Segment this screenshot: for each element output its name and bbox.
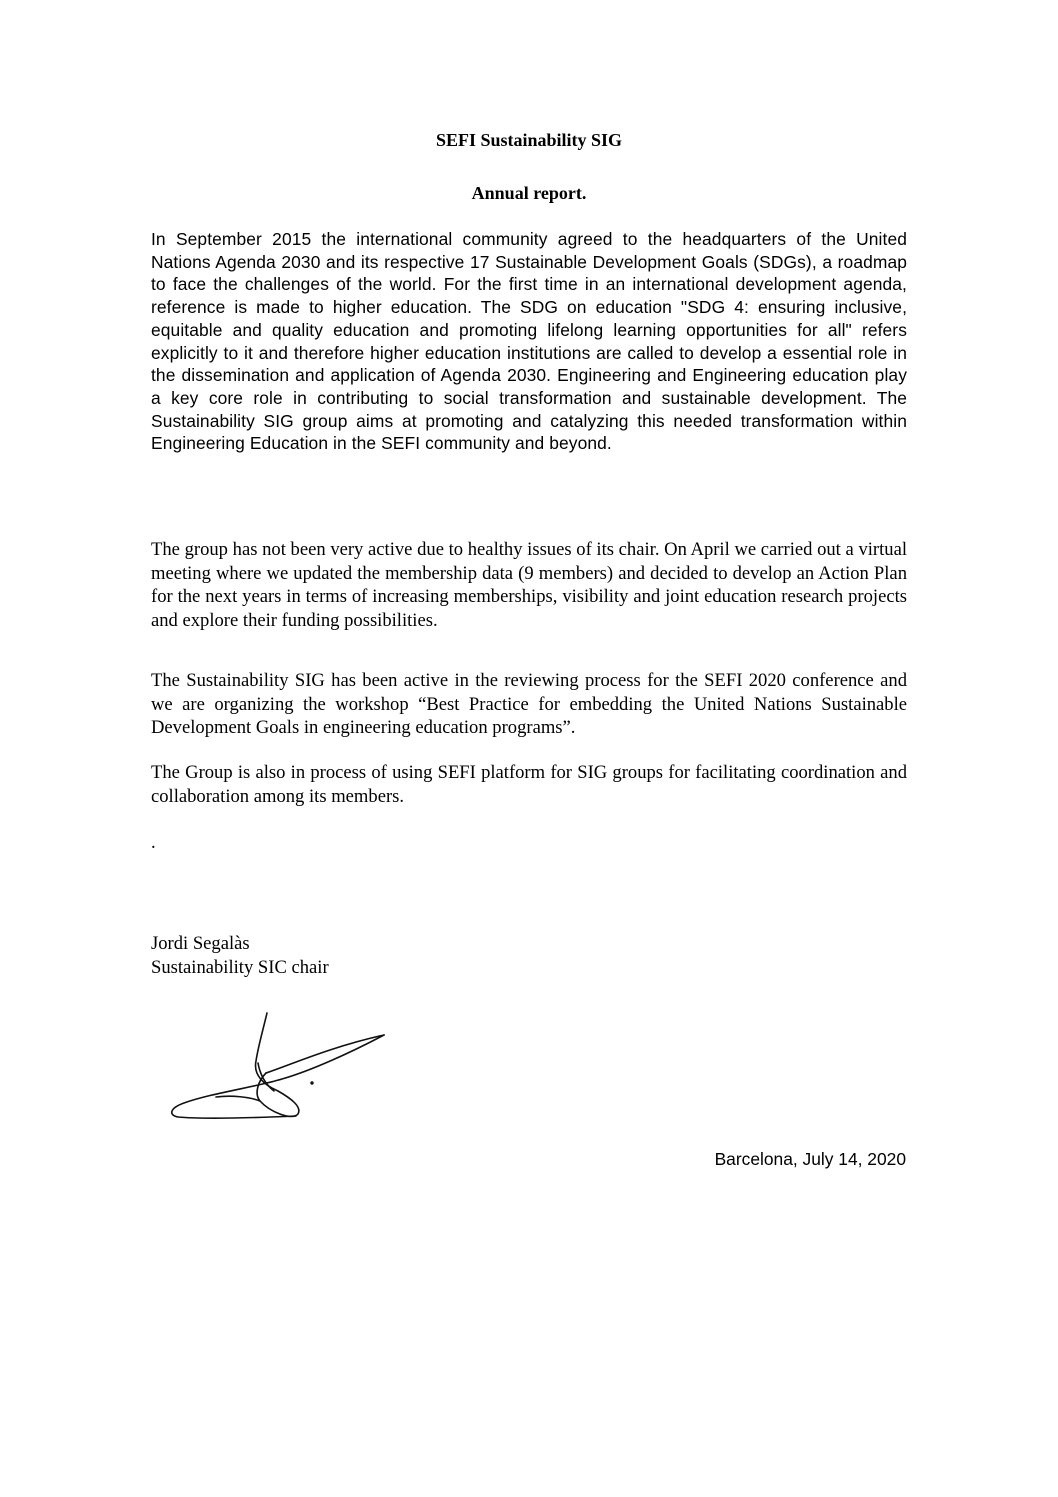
paragraph-conference: The Sustainability SIG has been active in the reviewing process for the SEFI 2020 conference and we are organizing the workshop “Best Practice for embedding the United Nations Sustainable Development Goals in engineering education programs”.: [151, 670, 907, 739]
stray-mark: .: [151, 832, 156, 853]
handwritten-signature: [160, 1005, 400, 1135]
document-title: SEFI Sustainability SIG: [435, 130, 623, 150]
signer-name: Jordi Segalàs: [151, 933, 250, 954]
place-date: Barcelona, July 14, 2020: [714, 1149, 906, 1169]
paragraph-activity: The group has not been very active due to healthy issues of its chair. On April we carried out a virtual meeting where we updated the membership data (9 members) and decided to develop an Action Plan for the next years in terms of increasing memberships, visibility and joint education research projects and explore their funding possibilities.: [151, 539, 907, 632]
paragraph-platform: The Group is also in process of using SEFI platform for SIG groups for facilitating coordination and collaboration among its members.: [151, 762, 907, 807]
signer-role: Sustainability SIC chair: [151, 957, 329, 978]
document-subtitle: Annual report.: [471, 183, 587, 203]
paragraph-intro: In September 2015 the international community agreed to the headquarters of the United Nations Agenda 2030 and its respective 17 Sustainable Development Goals (SDGs), a roadmap to face the challenges of the world. For the first time in an international development agenda, reference is made to higher education. The SDG on education "SDG 4: ensuring inclusive, equitable and quality education and promoting lifelong learning opportunities for all" refers explicitly to it and therefore higher education institutions are called to develop a essential role in the dissemination and application of Agenda 2030. Engineering and Engineering education play a key core role in contributing to social transformation and sustainable development. The Sustainability SIG group aims at promoting and catalyzing this needed transformation within Engineering Education in the SEFI community and beyond.: [151, 229, 907, 454]
